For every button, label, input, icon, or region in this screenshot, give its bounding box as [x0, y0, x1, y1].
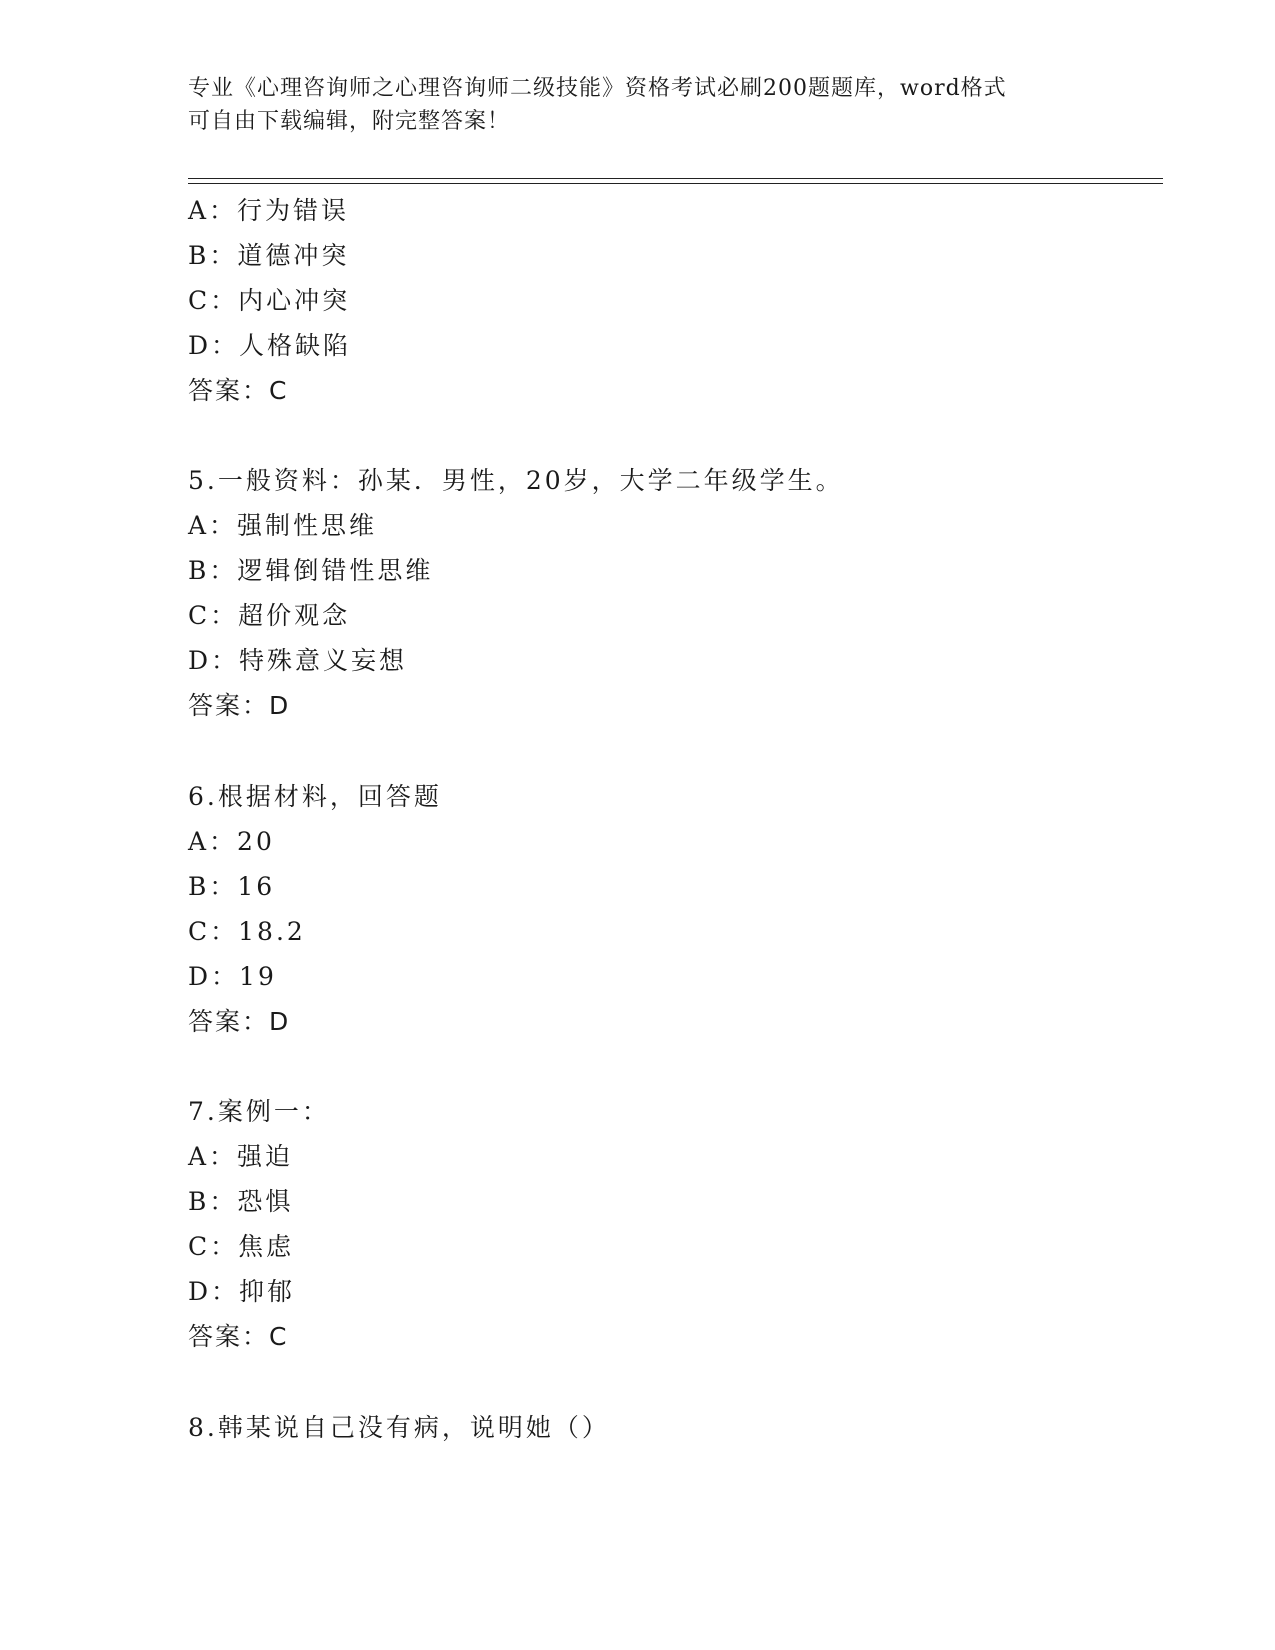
header-line-2: 可自由下载编辑，附完整答案！: [188, 109, 511, 134]
option-b: B：恐惧: [188, 1187, 294, 1216]
question-stem: 6.根据材料，回答题: [188, 782, 442, 811]
document-header: [188, 72, 1088, 138]
answer: 答案：D: [188, 691, 291, 720]
option-d: D：特殊意义妄想: [188, 646, 408, 675]
question-stem: 8.韩某说自己没有病，说明她（）: [188, 1413, 610, 1442]
header-rule-top: [188, 178, 1163, 179]
option-c: C：超价观念: [188, 601, 351, 630]
option-b: B：逻辑倒错性思维: [188, 556, 434, 585]
question-stem: 5.一般资料：孙某．男性，20岁，大学二年级学生。: [188, 466, 844, 495]
option-c: C：焦虑: [188, 1232, 295, 1261]
header-line-1: 专业《心理咨询师之心理咨询师二级技能》资格考试必刷200题题库，word格式: [188, 76, 1007, 101]
option-a: A：20: [188, 827, 275, 856]
answer: 答案：C: [188, 1322, 289, 1351]
answer: 答案：C: [188, 376, 289, 405]
option-d: D：抑郁: [188, 1277, 296, 1306]
answer: 答案：D: [188, 1007, 291, 1036]
option-a: A：强制性思维: [188, 511, 378, 540]
header-rule-bottom: [188, 183, 1163, 184]
option-d: D：人格缺陷: [188, 331, 352, 360]
option-a: A：行为错误: [188, 196, 350, 225]
option-b: B：道德冲突: [188, 241, 350, 270]
option-d: D：19: [188, 962, 277, 991]
option-a: A：强迫: [188, 1142, 294, 1171]
option-c: C：内心冲突: [188, 286, 351, 315]
option-b: B：16: [188, 872, 276, 901]
question-stem: 7.案例一：: [188, 1097, 330, 1126]
option-c: C：18.2: [188, 917, 306, 946]
